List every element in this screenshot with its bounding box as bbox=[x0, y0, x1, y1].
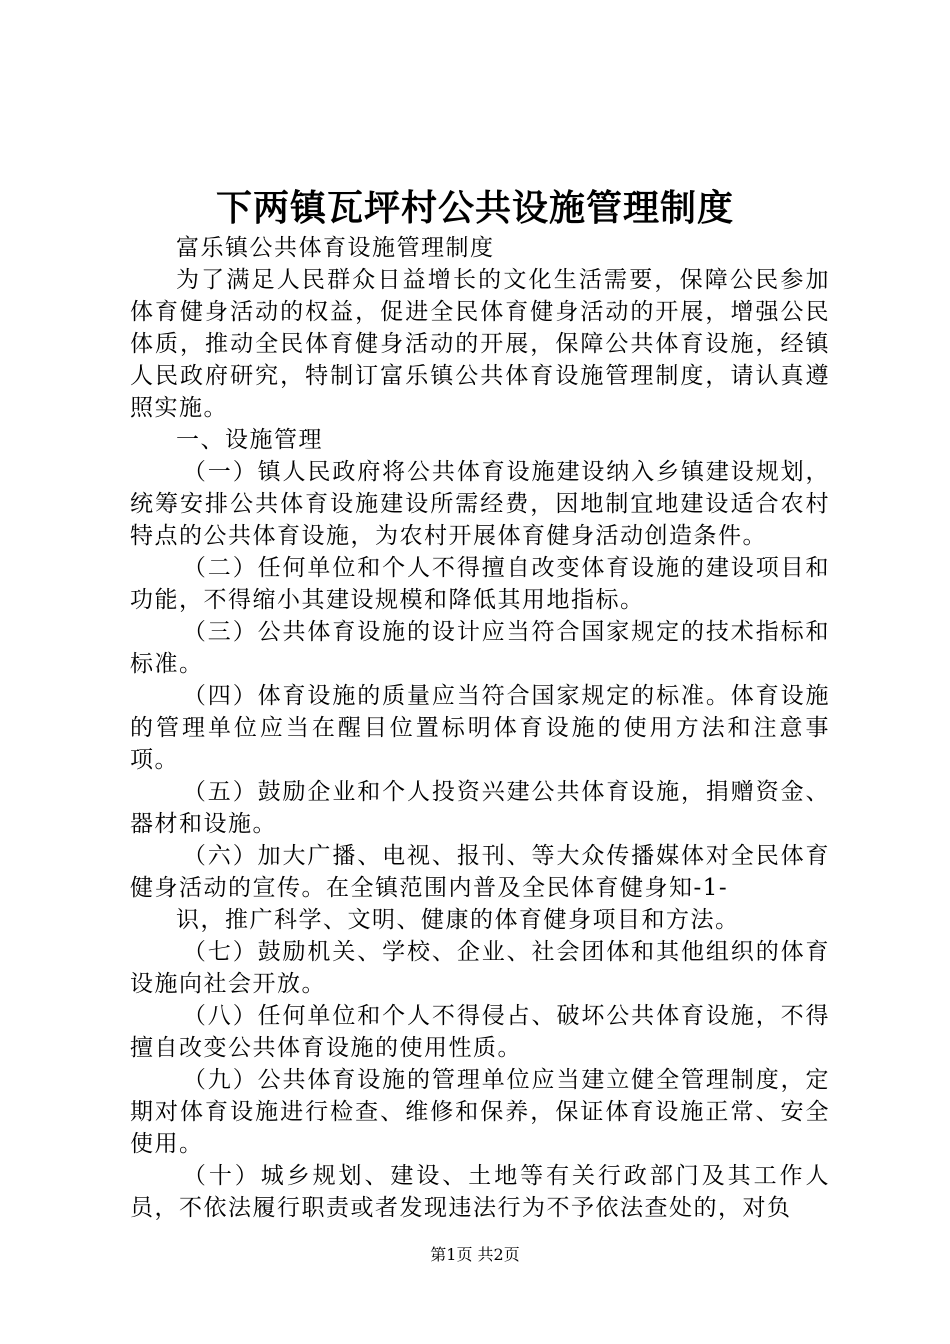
paragraph: （三）公共体育设施的设计应当符合国家规定的技术指标和标准。 bbox=[130, 619, 830, 677]
paragraph: （二）任何单位和个人不得擅自改变体育设施的建设项目和功能，不得缩小其建设规模和降低其用地指标。 bbox=[130, 555, 830, 613]
section-heading: 一、设施管理 bbox=[176, 427, 323, 453]
document-title: 下两镇瓦坪村公共设施管理制度 bbox=[215, 188, 734, 229]
paragraph: （六）加大广播、电视、报刊、等大众传播媒体对全民体育健身活动的宣传。在全镇范围内普及全民体育健身知-1- bbox=[130, 843, 830, 901]
paragraph: （一）镇人民政府将公共体育设施建设纳入乡镇建设规划，统筹安排公共体育设施建设所需经费，因地制宜地建设适合农村特点的公共体育设施，为农村开展体育健身活动创造条件。 bbox=[130, 459, 830, 549]
paragraph: （九）公共体育设施的管理单位应当建立健全管理制度，定期对体育设施进行检查、维修和保养，保证体育设施正常、安全使用。 bbox=[130, 1067, 830, 1157]
paragraph: （八）任何单位和个人不得侵占、破坏公共体育设施，不得擅自改变公共体育设施的使用性质。 bbox=[130, 1003, 830, 1061]
paragraph: （十）城乡规划、建设、土地等有关行政部门及其工作人员，不依法履行职责或者发现违法行为不予依法查处的，对负 bbox=[130, 1163, 830, 1221]
paragraph: （四）体育设施的质量应当符合国家规定的标准。体育设施的管理单位应当在醒目位置标明体育设施的使用方法和注意事项。 bbox=[130, 683, 830, 773]
document-body bbox=[130, 232, 830, 1224]
paragraph: （七）鼓励机关、学校、企业、社会团体和其他组织的体育设施向社会开放。 bbox=[130, 939, 830, 997]
paragraph: 为了满足人民群众日益增长的文化生活需要，保障公民参加体育健身活动的权益，促进全民体育健身活动的开展，增强公民体质，推动全民体育健身活动的开展，保障公共体育设施，经镇人民政府研究，特制订富乐镇公共体育设施管理制度，请认真遵照实施。 bbox=[130, 267, 830, 421]
page-number-footer: 第1页 共2页 bbox=[430, 1245, 520, 1264]
paragraph: 富乐镇公共体育设施管理制度 bbox=[176, 235, 495, 261]
paragraph: 识，推广科学、文明、健康的体育健身项目和方法。 bbox=[176, 907, 740, 933]
paragraph: （五）鼓励企业和个人投资兴建公共体育设施，捐赠资金、器材和设施。 bbox=[130, 779, 830, 837]
